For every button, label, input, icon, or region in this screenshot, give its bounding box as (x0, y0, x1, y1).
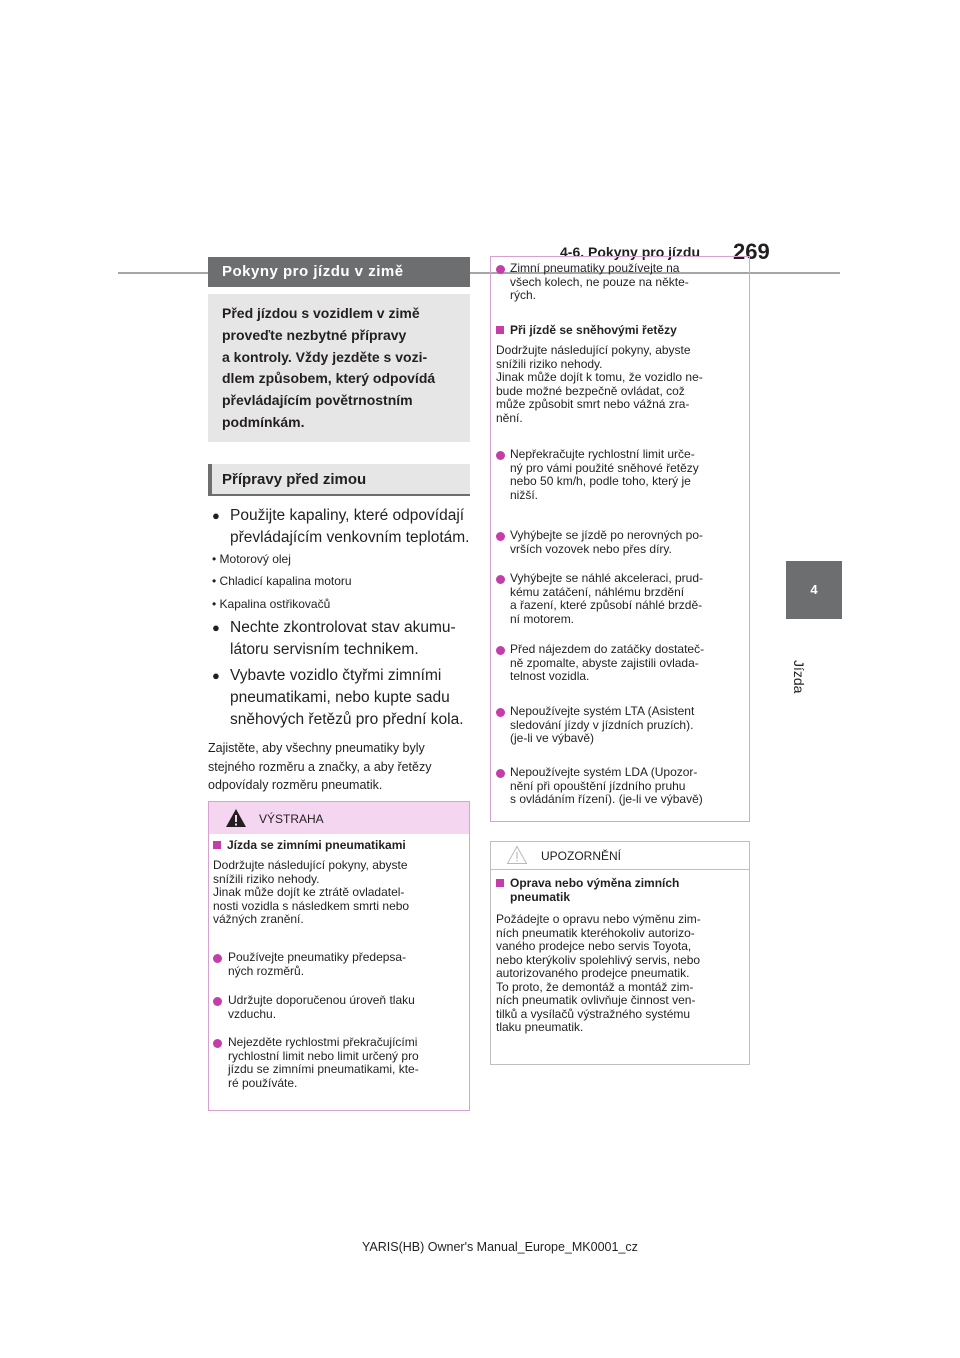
bullet-item-fluids (210, 505, 470, 549)
text-line: rychlostní limit nebo limit určený pro (228, 1048, 419, 1063)
square-bullet-icon (496, 326, 504, 334)
text-line: nebo 50 km/h, podle toho, který je (510, 474, 691, 488)
intro-box (208, 294, 470, 442)
text-line: Vyhýbejte se náhlé akceleraci, prud- (510, 571, 703, 585)
warning-item (510, 705, 694, 746)
warning-item (510, 262, 689, 303)
text-line: ných rozměrů. (228, 963, 305, 978)
text-line: pneumatik (510, 890, 571, 904)
text-line: všech kolech, ne pouze na někte- (510, 274, 689, 289)
text-line: ré používáte. (228, 1075, 298, 1090)
warning-item (510, 529, 703, 556)
warning-heading: Při jízdě se sněhovými řetězy (510, 323, 677, 337)
text-line: jízdu se zimními pneumatikami, kte- (228, 1062, 419, 1076)
intro-line: dlem způsobem, který odpovídá (222, 370, 436, 387)
note-line: odpovídaly rozměru pneumatik. (208, 778, 383, 792)
notice-paragraph (496, 913, 701, 1035)
text-line: sledování jízdy v jízdních pruzích). (510, 717, 694, 732)
note-paragraph (208, 739, 473, 795)
dot-bullet-icon (496, 708, 505, 717)
warning-item (510, 766, 703, 807)
warning-item (228, 1036, 419, 1090)
text-line: Nepoužívejte systém LDA (Upozor- (510, 765, 698, 779)
text-line: nění. (496, 410, 523, 425)
bullet-line: ● Vybavte vozidlo čtyřmi zimními (230, 667, 442, 684)
text-line: Nepoužívejte systém LTA (Asistent (510, 704, 695, 718)
text-line: vážných zranění. (213, 912, 304, 926)
dot-bullet-icon (496, 532, 505, 541)
chapter-label (785, 628, 843, 694)
bullet-line: látoru servisním technikem. (230, 641, 419, 658)
intro-line: proveďte nezbytné přípravy (222, 326, 407, 343)
text-line: Udržujte doporučenou úroveň tlaku (228, 993, 415, 1007)
list-item: • Kapalina ostřikovačů (212, 597, 331, 611)
footer-text: YARIS(HB) Owner's Manual_Europe_MK0001_cz (362, 1240, 638, 1254)
warning-paragraph (213, 859, 409, 927)
text-line: ný pro vámi použité sněhové řetězy (510, 460, 699, 475)
text-line: vzduchu. (228, 1006, 277, 1021)
page-title: Pokyny pro jízdu v zimě (208, 257, 470, 287)
list-item: • Motorový olej (212, 552, 291, 566)
text-line: nosti vozidla s následkem smrti nebo (213, 898, 410, 913)
intro-line: a kontroly. Vždy jezděte s vozi- (222, 348, 428, 365)
subheading-divider (208, 494, 470, 496)
text-line: ně zpomalte, abyste zajistili ovlada- (510, 655, 699, 670)
bullet-line: ● Použijte kapaliny, které odpovídají (230, 507, 465, 524)
warning-triangle-icon (225, 808, 247, 828)
text-line: Používejte pneumatiky předepsa- (228, 950, 407, 964)
dot-bullet-icon (496, 575, 505, 584)
text-line: Před nájezdem do zatáčky dostateč- (510, 642, 705, 656)
warning-heading: Jízda se zimními pneumatikami (227, 838, 406, 852)
text-line: telnost vozidla. (510, 669, 590, 683)
note-line: stejného rozměru a značky, a aby řetězy (208, 759, 432, 774)
text-line: Dodržujte následující pokyny, abyste (496, 343, 691, 357)
warning-item (510, 643, 704, 684)
square-bullet-icon (213, 841, 221, 849)
dot-bullet-icon (496, 646, 505, 655)
text-line: vaného prodejce nebo servis Toyota, (496, 939, 692, 953)
notice-header-divider (491, 869, 749, 870)
intro-line: Před jízdou s vozidlem v zimě (222, 305, 420, 321)
text-line: nebo kterýkoliv spolehlivý servis, nebo (496, 952, 701, 967)
text-line: Dodržujte následující pokyny, abyste (213, 858, 408, 872)
text-line: Nepřekračujte rychlostní limit urče- (510, 447, 695, 461)
dot-bullet-icon (213, 997, 222, 1006)
subheading: Přípravy před zimou (208, 464, 470, 495)
text-line: nění při opouštění jízdního pruhu (510, 778, 686, 793)
text-line: Požádejte o opravu nebo výměnu zim- (496, 912, 701, 926)
text-line: a řazení, které způsobí náhlé brzdě- (510, 598, 703, 612)
warning-item (510, 572, 703, 626)
warning-header (209, 802, 469, 834)
bullet-item-tires (210, 665, 464, 731)
section-title: 4-6. Pokyny pro jízdu (560, 244, 701, 260)
text-line: tlaku pneumatik. (496, 1020, 584, 1034)
text-line: vrších vozovek nebo přes díry. (510, 541, 672, 556)
dot-bullet-icon (213, 954, 222, 963)
dot-bullet-icon (213, 1039, 222, 1048)
chapter-label-text: Jízda (791, 660, 807, 694)
text-line: tilků a vysílačů výstražného systému (496, 1006, 691, 1021)
dot-bullet-icon (496, 769, 505, 778)
warning-item (228, 951, 406, 978)
notice-title: UPOZORNĚNÍ (541, 849, 622, 863)
text-line: s ovládáním řízení). (je-li ve výbavě) (510, 792, 703, 806)
intro-line: podmínkám. (222, 413, 305, 430)
warning-item (510, 448, 699, 502)
text-line: bude možné bezpečně ovládat, což (496, 383, 685, 398)
text-line: ních pneumatik kteréhokoliv autorizo- (496, 925, 695, 940)
text-line: snížili riziko nehody. (496, 356, 603, 371)
notice-heading (510, 876, 679, 904)
text-line: (je-li ve výbavě) (510, 731, 595, 745)
text-line: kému zatáčení, náhlému brzdění (510, 584, 685, 599)
text-line: rých. (510, 288, 537, 302)
text-line: Jinak může dojít k tomu, že vozidlo ne- (496, 370, 703, 384)
caution-triangle-icon (506, 845, 528, 865)
bullet-line: pneumatikami, nebo kupte sadu (230, 689, 450, 706)
text-line: Jinak může dojít ke ztrátě ovladatel- (213, 885, 405, 899)
text-line: ní motorem. (510, 611, 575, 626)
intro-line: převládajícím povětrnostním (222, 392, 413, 409)
text-line: Nejezděte rychlostmi překračujícími (228, 1035, 418, 1049)
note-line: Zajistěte, aby všechny pneumatiky byly (208, 741, 425, 755)
text-line: ních pneumatik ovlivňuje činnost ven- (496, 993, 696, 1007)
list-item: • Chladicí kapalina motoru (212, 574, 352, 588)
bullet-line: ● Nechte zkontrolovat stav akumu- (230, 619, 456, 636)
text-line: snížili riziko nehody. (213, 871, 320, 886)
bullet-line: sněhových řetězů pro přední kola. (230, 711, 464, 728)
square-bullet-icon (496, 879, 504, 887)
text-line: To proto, že demontáž a montáž zim- (496, 979, 694, 994)
bullet-item-battery (210, 617, 456, 661)
bullet-line: převládajícím venkovním teplotám. (230, 529, 470, 546)
page-number: 269 (733, 239, 770, 264)
text-line: autorizovaného prodejce pneumatik. (496, 966, 690, 980)
text-line: Oprava nebo výměna zimních (510, 876, 680, 890)
dot-bullet-icon (496, 265, 505, 274)
warning-item (228, 994, 415, 1021)
text-line: může způsobit smrt nebo vážná zra- (496, 397, 690, 411)
text-line: nižší. (510, 487, 539, 502)
chapter-tab[interactable]: 4 (786, 561, 842, 619)
text-line: Zimní pneumatiky používejte na (510, 261, 680, 275)
warning-title: VÝSTRAHA (259, 812, 324, 826)
warning-paragraph (496, 344, 703, 425)
text-line: Vyhýbejte se jízdě po nerovných po- (510, 528, 704, 542)
dot-bullet-icon (496, 451, 505, 460)
